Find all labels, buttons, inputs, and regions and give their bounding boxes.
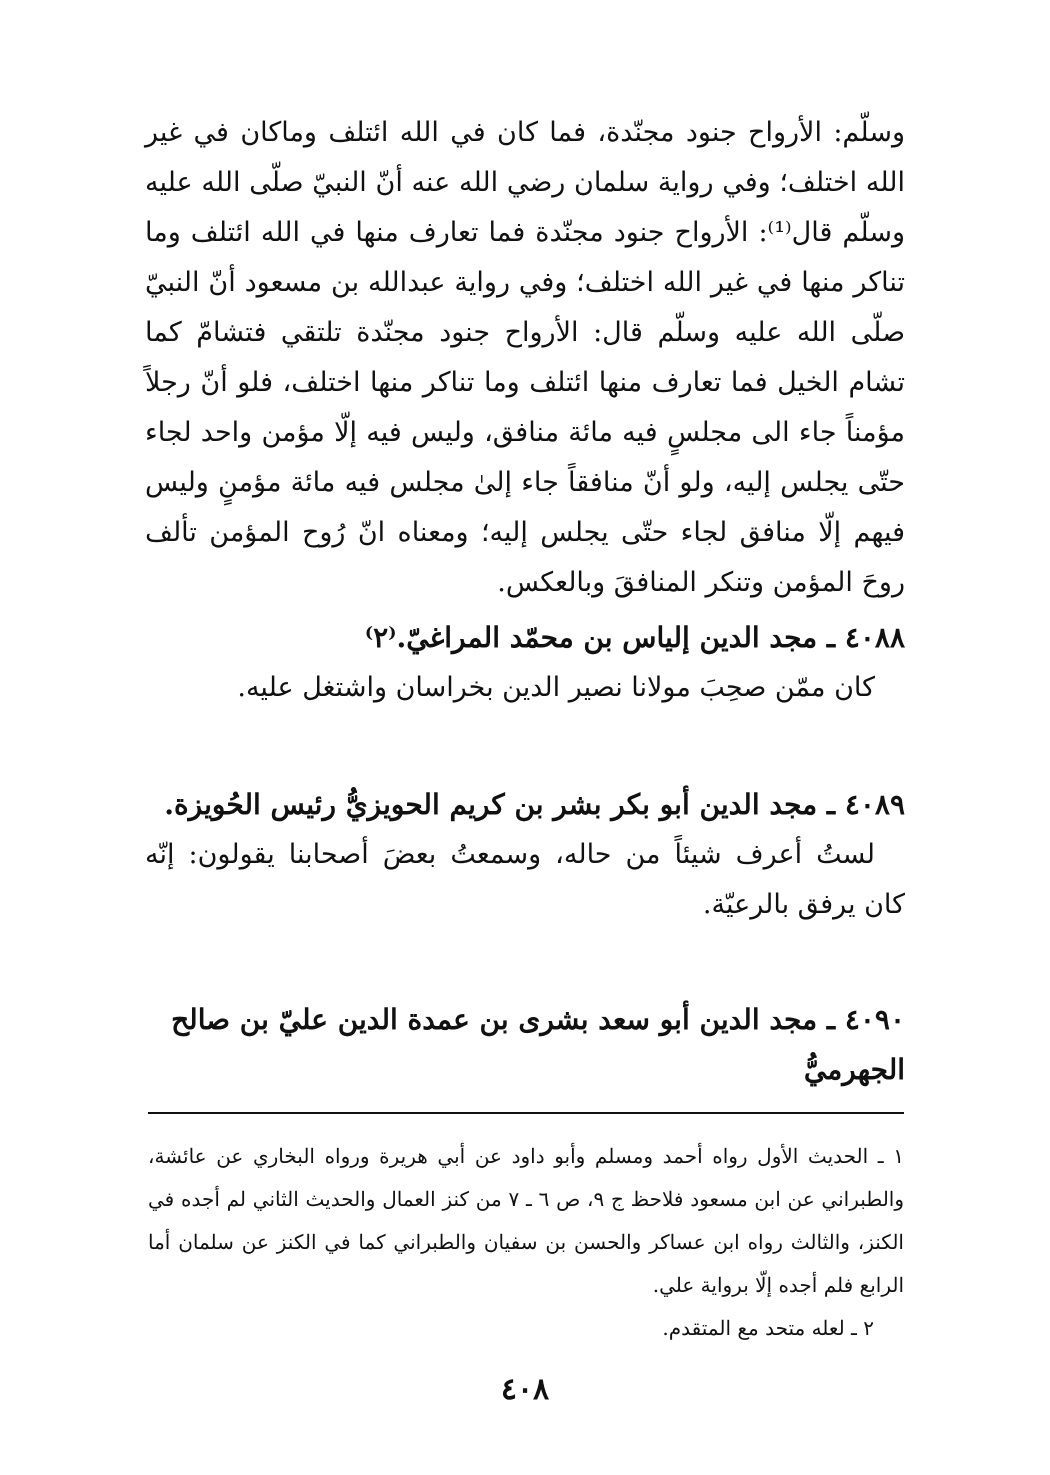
- footnote-1: ١ ـ الحديث الأول رواه أحمد ومسلم وأبو داود عن أبي هريرة ورواه البخاري عن عائشة، والطبراني عن ابن مسعود فلاحظ ج ٩، ص ٦ ـ ٧ من كنز العمال والحديث الثاني لم أجده في الكنز، والثالث رواه ابن عساكر والحسن بن سفيان والطبراني كما في الكنز عن سلمان أما الرابع فلم أجده إلّا برواية علي.: [148, 1144, 905, 1297]
- entry-text: لستُ أعرف شيئاً من حاله، وسمعتُ بعضَ أصحابنا يقولون: إنّه كان يرفق بالرعيّة.: [145, 839, 905, 920]
- footnotes: [148, 1135, 904, 1350]
- entry-title: ٤٠٨٩ ـ مجد الدين أبو بكر بشر بن كريم الحويزيُّ رئيس الحُويزة.: [164, 788, 905, 821]
- page-body: [145, 108, 905, 1086]
- entry-4089: [145, 780, 905, 930]
- page-number: ٤٠٨: [500, 1372, 550, 1407]
- footnote-divider: [148, 1112, 904, 1114]
- entry-4090: [145, 995, 905, 1095]
- footnote-2: ٢ ـ لعله متحد مع المتقدم.: [662, 1316, 874, 1340]
- entry-text: كان ممّن صحِبَ مولانا نصير الدين بخراسان واشتغل عليه.: [237, 672, 875, 703]
- entry-4088: [145, 613, 905, 713]
- continued-paragraph: وسلّم: الأرواح جنود مجنّدة، فما كان في الله ائتلف وماكان في غير الله اختلف؛ وفي رواية سلمان رضي الله عنه أنّ النبيّ صلّى الله عليه وسلّم قال⁽¹⁾: الأرواح جنود مجنّدة فما تعارف منها في الله ائتلف وما تناكر منها في غير الله اختلف؛ وفي رواية عبدالله بن مسعود أنّ النبيّ صلّى الله عليه وسلّم قال: الأرواح جنود مجنّدة تلتقي فتشامّ كما تشام الخيل فما تعارف منها ائتلف وما تناكر منها اختلف، فلو أنّ رجلاً مؤمناً جاء الى مجلسٍ فيه مائة منافق، وليس فيه إلّا مؤمن واحد لجاء حتّى يجلس إليه، ولو أنّ منافقاً جاء إلىٰ مجلس فيه مائة مؤمنٍ وليس فيهم إلّا منافق لجاء حتّى يجلس إليه؛ ومعناه انّ رُوح المؤمن تألف روحَ المؤمن وتنكر المنافقَ وبالعكس.: [145, 117, 905, 598]
- entry-title: ٤٠٩٠ ـ مجد الدين أبو سعد بشرى بن عمدة الدين عليّ بن صالح الجهرميُّ: [171, 1003, 905, 1086]
- entry-title: ٤٠٨٨ ـ مجد الدين إلياس بن محمّد المراغيّ.⁽٢⁾: [364, 621, 905, 654]
